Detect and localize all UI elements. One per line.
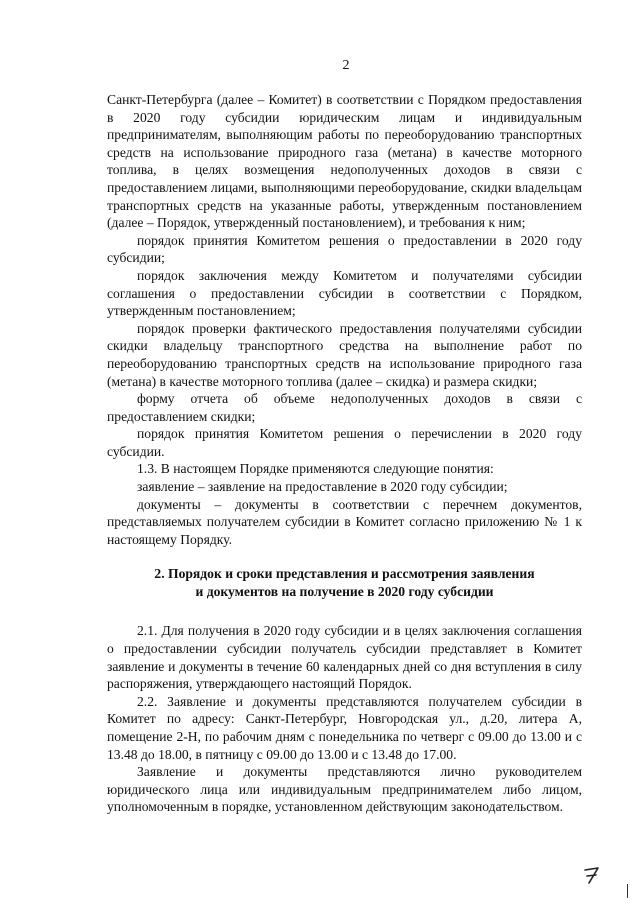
paragraph-agreement-order: порядок заключения между Комитетом и получателями субсидии соглашения о предоставлении субсидии в соответствии с Порядком, утвержденным постановлением;	[107, 267, 582, 319]
paragraph-verification-order: порядок проверки фактического предоставления получателями субсидии скидки владельцу транспортного средства на выполнение работ по переоборудованию транспортных средств на использование природного газа (метана) в качестве моторного топлива (далее – скидка) и размера скидки;	[107, 320, 582, 389]
paragraph-definition-documents: документы – документы в соответствии с перечнем документов, представляемых получателем субсидии в Комитет согласно приложению № 1 к настоящему Порядку.	[107, 496, 582, 547]
paragraph-definition-application: заявление – заявление на предоставление в 2020 году субсидии;	[137, 479, 508, 495]
page-edge-line	[627, 884, 628, 898]
paragraph-2-2: 2.2. Заявление и документы представляются получателем субсидии в Комитет по адресу: Санкт-Петербург, Новгородская ул., д.20, литера А, помещение 2-Н, по рабочим дням с понедельника по четверг с 09.00 до 13.00 и с 13.48 до 18.00, в пятницу с 09.00 до 13.00 и с 13.48 до 17.00.	[107, 693, 582, 762]
section-heading	[107, 565, 582, 601]
paragraph-continuation: Санкт-Петербурга (далее – Комитет) в соответствии с Порядком предоставления в 2020 году субсидии юридическим лицам и индивидуальным предпринимателям, выполняющим работы по переоборудованию транспортных средств на использование природного газа (метана) в качестве моторного топлива, в целях возмещения недополученных доходов в связи с предоставлением лицами, выполняющими переоборудование, скидки владельцам транспортных средств на указанные работы, утвержденным постановлением (далее – Порядок, утвержденный постановлением), и требования к ним;	[107, 92, 582, 231]
paragraph-2-1: 2.1. Для получения в 2020 году субсидии и в целях заключения соглашения о предоставлении субсидии получатель субсидии представляет в Комитет заявление и документы в течение 60 календарных дней со дня вступления в силу распоряжения, утверждающего настоящий Порядок.	[107, 623, 582, 692]
document-body	[107, 91, 582, 816]
paragraph-definitions-intro: 1.3. В настоящем Порядке применяются следующие понятия:	[137, 461, 494, 477]
section-heading-line-2: и документов на получение в 2020 году субсидии	[195, 584, 494, 600]
paragraph-decision-order: порядок принятия Комитетом решения о предоставлении в 2020 году субсидии;	[107, 232, 582, 266]
paragraph-report-form: форму отчета об объеме недополученных доходов в связи с предоставлением скидки;	[107, 391, 582, 424]
section-heading-line-1: 2. Порядок и сроки представления и рассмотрения заявления	[154, 566, 535, 582]
paragraph-personal-submission: Заявление и документы представляются лично руководителем юридического лица или индивидуальным предпринимателем либо лицом, уполномоченным в порядке, установленном действующим законодательством.	[107, 764, 582, 815]
paragraph-transfer-decision: порядок принятия Комитетом решения о перечислении в 2020 году субсидии.	[107, 426, 582, 459]
handwritten-mark	[582, 864, 602, 886]
page-number: 2	[342, 58, 350, 73]
